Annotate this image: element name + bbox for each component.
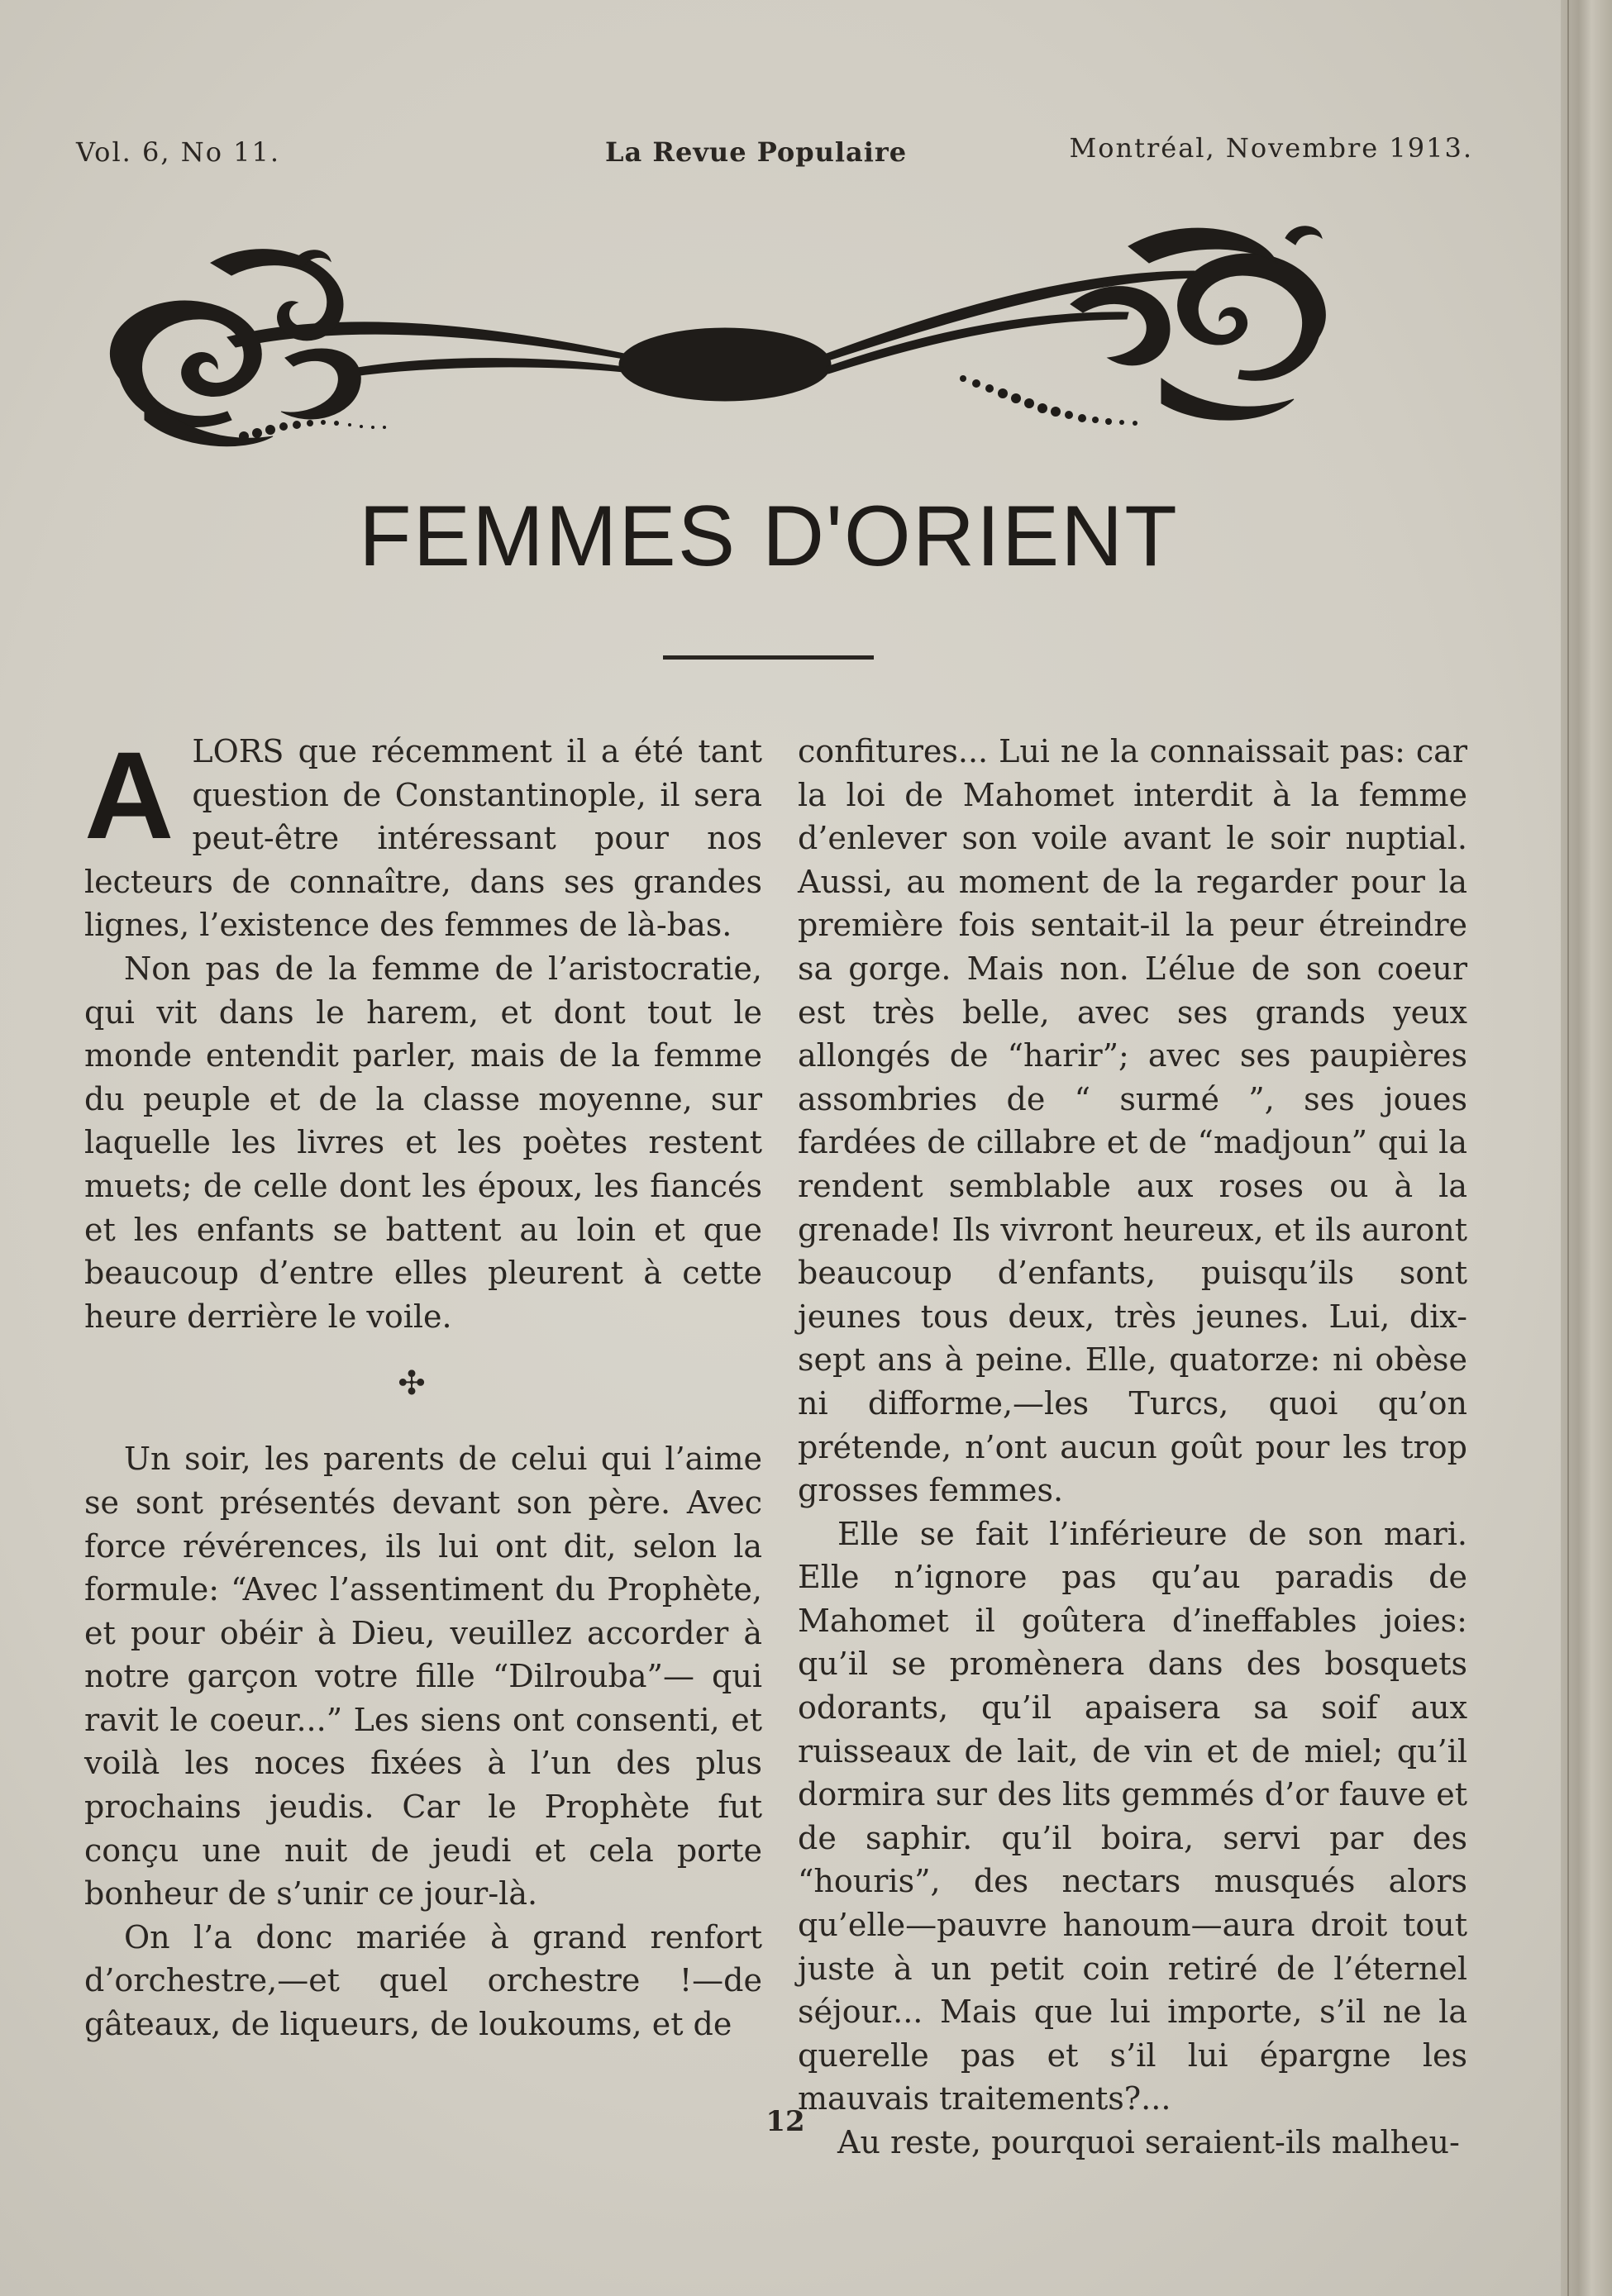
paragraph: confitures... Lui ne la connaissait pas: car la loi de Mahomet interdit à la femme d’enlever son voile avant le soir nuptial. Aussi, au moment de la regarder pour la première fois sentait-il la peur étreindre sa gorge. Mais non. L’élue de son coeur est très belle, avec ses grands yeux allongés de “harir”; avec ses paupières assombries de “ surmé ”, ses joues fardées de cillabre et de “madjoun” qui la rendent semblable aux roses ou à la grenade! Ils vivront heureux, et ils auront beaucoup d’enfants, puisqu’ils sont jeunes tous deux, très jeunes. Lui, dix-sept ans à peine. Elle, quatorze: ni obèse ni difforme,—les Turcs, quoi qu’on prétende, n’ont aucun goût pour les trop grosses femmes. bbox=[798, 733, 1467, 1509]
art-nouveau-ornament bbox=[95, 213, 1343, 461]
left-column bbox=[84, 726, 762, 2046]
paragraph: Elle se fait l’inférieure de son mari. Elle n’ignore pas qu’au paradis de Mahomet il goûtera d’ineffables joies: qu’il se promènera dans des bosquets odorants, qu’il apaisera sa soif aux ruisseaux de lait, de vin et de miel; qu’il dormira sur des lits gemmés d’or fauve et de saphir. qu’il boira, servi par des “houris”, des nectars musqués alors qu’elle—pauvre hanoum—aura droit tout juste à un petit coin retiré de l’éternel séjour... Mais que lui importe, s’il ne la querelle pas et s’il lui épargne les mauvais traitements?... bbox=[798, 1515, 1467, 2117]
paragraph: Un soir, les parents de celui qui l’aime se sont présentés devant son père. Avec force révérences, ils lui ont dit, selon la formule: “Avec l’assentiment du Prophète, et pour obéir à Dieu, veuillez accorder à notre garçon votre fille “Dilrouba”— qui ravit le coeur...” Les siens ont consenti, et voilà les noces fixées à l’un des plus prochains jeudis. Car le Prophète fut conçu une nuit de jeudi et cela porte bonheur de s’unir ce jour-là. bbox=[84, 1441, 762, 1913]
paragraph: Non pas de la femme de l’aristocratie, qui vit dans le harem, et dont tout le monde entendit parler, mais de la femme du peuple et de la classe moyenne, sur laquelle les livres et les poètes restent muets; de celle dont les époux, les fiancés et les enfants se battent au loin et que beaucoup d’entre elles pleurent à cette heure derrière le voile. bbox=[84, 950, 762, 1335]
place-date: Montréal, Novembre 1913. bbox=[1069, 132, 1473, 164]
article-title: FEMMES D'ORIENT bbox=[359, 488, 1179, 584]
magazine-name: La Revue Populaire bbox=[605, 136, 908, 168]
running-header bbox=[76, 132, 1473, 174]
volume-number: Vol. 6, No 11. bbox=[76, 136, 281, 168]
drop-cap: A bbox=[84, 726, 174, 865]
binding-edge bbox=[1561, 0, 1612, 2296]
paragraph: Au reste, pourquoi seraient-ils malheu- bbox=[837, 2124, 1460, 2160]
opening-paragraph bbox=[84, 726, 762, 947]
section-separator-icon: ✣ bbox=[398, 1365, 426, 1403]
title-rule bbox=[663, 655, 874, 660]
paragraph: On l’a donc mariée à grand renfort d’orchestre,—et quel orchestre !—de gâteaux, de liqueurs, de loukoums, et de bbox=[84, 1918, 762, 2043]
right-column bbox=[798, 730, 1467, 2165]
page-number: 12 bbox=[765, 2105, 805, 2138]
paragraph-text: LORS que récemment il a été tant question de Constantinople, il sera peut-être intéressant pour nos lecteurs de connaître, dans ses grandes lignes, l’existence des femmes de là-bas. bbox=[84, 733, 762, 944]
